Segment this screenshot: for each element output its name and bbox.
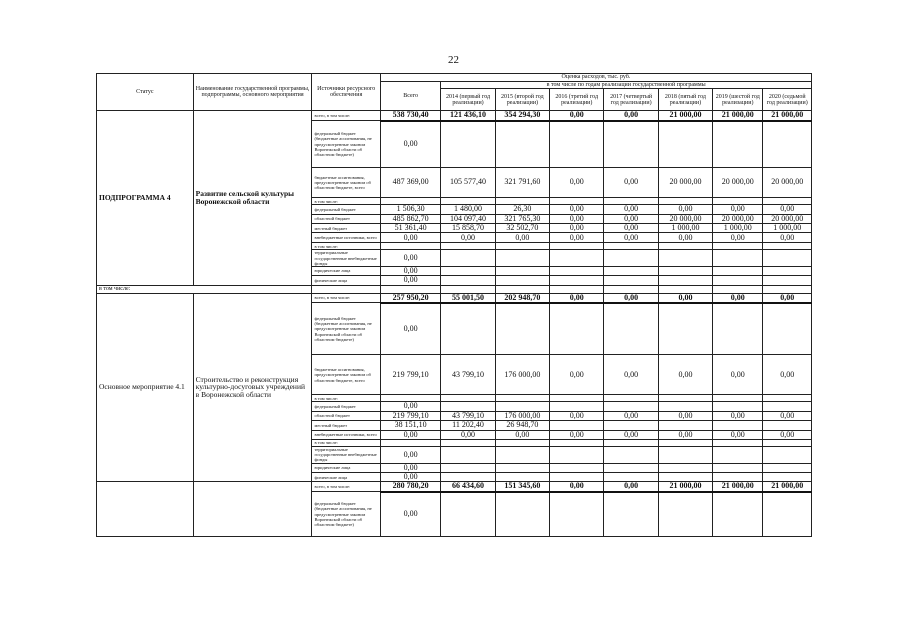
section3-name	[193, 482, 312, 537]
value-cell: 0,00	[604, 168, 658, 198]
value-cell	[713, 463, 763, 472]
value-cell: 0,00	[763, 355, 812, 395]
value-cell: 0,00	[604, 355, 658, 395]
value-cell	[604, 198, 658, 205]
value-cell	[550, 121, 604, 168]
value-cell: 21 000,00	[658, 111, 712, 121]
value-cell: 20 000,00	[763, 168, 812, 198]
budget-table	[96, 73, 812, 537]
value-cell: 487 369,00	[380, 168, 440, 198]
value-cell: 0,00	[604, 223, 658, 232]
value-cell: 0,00	[550, 411, 604, 420]
value-cell: 0,00	[550, 223, 604, 232]
value-cell	[658, 395, 712, 402]
value-cell: 0,00	[441, 430, 495, 439]
value-cell	[550, 447, 604, 464]
value-cell	[495, 198, 549, 205]
source-cell: юридические лица	[312, 463, 380, 472]
value-cell	[495, 463, 549, 472]
source-cell: территориальные государственные внебюджетные фонды	[312, 250, 380, 267]
section3-status	[97, 482, 194, 537]
value-cell: 0,00	[550, 293, 604, 303]
value-cell	[604, 402, 658, 411]
value-cell: 21 000,00	[713, 482, 763, 492]
value-cell	[550, 243, 604, 250]
source-cell: физические лица	[312, 276, 380, 285]
value-cell	[380, 243, 440, 250]
source-cell: внебюджетные источники, всего	[312, 233, 380, 243]
value-cell: 0,00	[550, 430, 604, 439]
source-cell: федеральный бюджет (бюджетные ассигнования, не предусмотренные законом Воронежской области об областном бюджете)	[312, 492, 380, 537]
value-cell: 0,00	[763, 411, 812, 420]
value-cell: 1 000,00	[763, 223, 812, 232]
value-cell	[495, 243, 549, 250]
value-cell: 0,00	[380, 463, 440, 472]
value-cell: 485 862,70	[380, 214, 440, 223]
value-cell: 0,00	[380, 447, 440, 464]
section1-status: ПОДПРОГРАММА 4	[97, 111, 194, 285]
value-cell: 219 799,10	[380, 411, 440, 420]
header-total: Всего	[380, 82, 440, 111]
value-cell	[550, 395, 604, 402]
value-cell	[763, 492, 812, 537]
source-cell: федеральный бюджет	[312, 205, 380, 214]
header-year: 2017 (четвертый год реализации)	[604, 89, 658, 111]
value-cell: 0,00	[550, 205, 604, 214]
value-cell: 0,00	[550, 482, 604, 492]
value-cell	[713, 440, 763, 447]
value-cell: 0,00	[658, 205, 712, 214]
value-cell: 20 000,00	[763, 214, 812, 223]
value-cell: 21 000,00	[713, 111, 763, 121]
value-cell	[495, 447, 549, 464]
value-cell	[495, 121, 549, 168]
value-cell: 202 948,70	[495, 293, 549, 303]
value-cell	[658, 447, 712, 464]
value-cell: 20 000,00	[713, 168, 763, 198]
value-cell	[713, 421, 763, 430]
value-cell	[441, 472, 495, 481]
value-cell: 20 000,00	[713, 214, 763, 223]
value-cell: 0,00	[604, 411, 658, 420]
value-cell	[550, 303, 604, 355]
value-cell: 0,00	[550, 111, 604, 121]
value-cell	[658, 463, 712, 472]
value-cell	[441, 395, 495, 402]
table-row	[97, 111, 812, 121]
value-cell: 0,00	[658, 293, 712, 303]
value-cell: 0,00	[658, 233, 712, 243]
value-cell	[441, 276, 495, 285]
source-cell: областной бюджет	[312, 411, 380, 420]
value-cell	[441, 447, 495, 464]
source-cell: в том числе:	[312, 395, 380, 402]
value-cell	[604, 276, 658, 285]
source-cell: местный бюджет	[312, 421, 380, 430]
value-cell: 0,00	[380, 250, 440, 267]
value-cell	[380, 440, 440, 447]
value-cell: 0,00	[380, 430, 440, 439]
value-cell	[495, 303, 549, 355]
source-cell: федеральный бюджет	[312, 402, 380, 411]
value-cell: 105 577,40	[441, 168, 495, 198]
value-cell	[604, 243, 658, 250]
value-cell	[604, 463, 658, 472]
source-cell: федеральный бюджет (бюджетные ассигнования, не предусмотренные законом Воронежской области об областном бюджете)	[312, 121, 380, 168]
empty-cell	[658, 285, 712, 293]
value-cell: 0,00	[495, 430, 549, 439]
value-cell	[763, 276, 812, 285]
header-name: Наименование государственной программы, подпрограммы, основного мероприятия	[193, 74, 312, 111]
header-year: 2019 (шестой год реализации)	[713, 89, 763, 111]
value-cell: 0,00	[713, 430, 763, 439]
value-cell	[604, 395, 658, 402]
value-cell	[763, 395, 812, 402]
value-cell	[441, 463, 495, 472]
empty-cell	[550, 285, 604, 293]
source-cell: всего, в том числе:	[312, 111, 380, 121]
value-cell: 0,00	[604, 430, 658, 439]
value-cell: 0,00	[713, 205, 763, 214]
empty-cell	[763, 285, 812, 293]
value-cell	[713, 266, 763, 275]
source-cell: бюджетные ассигнования, предусмотренные законом об областном бюджете, всего	[312, 168, 380, 198]
value-cell: 0,00	[713, 355, 763, 395]
source-cell: всего, в том числе:	[312, 293, 380, 303]
value-cell: 0,00	[380, 121, 440, 168]
value-cell: 0,00	[658, 411, 712, 420]
section2-name: Строительство и реконструкция культурно-досуговых учреждений в Воронежской области	[193, 293, 312, 482]
value-cell: 0,00	[380, 266, 440, 275]
value-cell	[763, 447, 812, 464]
value-cell: 0,00	[604, 233, 658, 243]
value-cell	[713, 303, 763, 355]
value-cell	[763, 472, 812, 481]
header-year: 2020 (седьмой год реализации)	[763, 89, 812, 111]
value-cell: 20 000,00	[658, 214, 712, 223]
value-cell	[604, 440, 658, 447]
value-cell	[550, 198, 604, 205]
value-cell	[713, 198, 763, 205]
value-cell: 21 000,00	[763, 482, 812, 492]
value-cell	[380, 395, 440, 402]
value-cell: 0,00	[550, 355, 604, 395]
value-cell: 38 151,10	[380, 421, 440, 430]
value-cell: 0,00	[380, 492, 440, 537]
page-number: 22	[448, 54, 459, 66]
value-cell	[713, 276, 763, 285]
value-cell	[713, 492, 763, 537]
value-cell: 104 097,40	[441, 214, 495, 223]
header-estimate: Оценка расходов, тыс. руб.	[380, 74, 811, 82]
value-cell	[604, 303, 658, 355]
value-cell	[495, 492, 549, 537]
value-cell	[495, 472, 549, 481]
header-year: 2018 (пятый год реализации)	[658, 89, 712, 111]
value-cell: 0,00	[380, 233, 440, 243]
section1-name: Развитие сельской культуры Воронежской области	[193, 111, 312, 285]
value-cell	[658, 243, 712, 250]
value-cell: 176 000,00	[495, 355, 549, 395]
header-by-years: в том числе по годам реализации государственной программы	[441, 82, 812, 89]
value-cell: 0,00	[658, 355, 712, 395]
empty-cell	[713, 285, 763, 293]
value-cell	[495, 440, 549, 447]
value-cell	[763, 243, 812, 250]
value-cell	[713, 121, 763, 168]
value-cell: 1 000,00	[658, 223, 712, 232]
source-cell: внебюджетные источники, всего	[312, 430, 380, 439]
source-cell: территориальные государственные внебюджетные фонды	[312, 447, 380, 464]
value-cell: 1 000,00	[713, 223, 763, 232]
value-cell	[713, 395, 763, 402]
value-cell: 0,00	[763, 430, 812, 439]
value-cell	[604, 472, 658, 481]
value-cell: 354 294,30	[495, 111, 549, 121]
value-cell: 257 950,20	[380, 293, 440, 303]
value-cell: 1 480,00	[441, 205, 495, 214]
value-cell	[441, 440, 495, 447]
table-row	[97, 293, 812, 303]
section2-status: Основное мероприятие 4.1	[97, 293, 194, 482]
empty-cell	[380, 285, 440, 293]
value-cell: 21 000,00	[763, 111, 812, 121]
source-cell: в том числе:	[312, 440, 380, 447]
value-cell: 0,00	[441, 233, 495, 243]
value-cell	[763, 198, 812, 205]
header-year: 2014 (первый год реализации)	[441, 89, 495, 111]
value-cell: 121 436,10	[441, 111, 495, 121]
value-cell: 21 000,00	[658, 482, 712, 492]
value-cell	[713, 447, 763, 464]
value-cell	[763, 250, 812, 267]
value-cell: 0,00	[713, 233, 763, 243]
value-cell	[658, 266, 712, 275]
value-cell: 0,00	[550, 214, 604, 223]
value-cell	[550, 402, 604, 411]
value-cell: 0,00	[380, 402, 440, 411]
header-source: Источники ресурсного обеспечения	[312, 74, 380, 111]
value-cell: 43 799,10	[441, 355, 495, 395]
value-cell	[658, 440, 712, 447]
value-cell	[604, 250, 658, 267]
value-cell: 26 948,70	[495, 421, 549, 430]
value-cell: 0,00	[713, 411, 763, 420]
value-cell	[441, 243, 495, 250]
header-status: Статус	[97, 74, 194, 111]
value-cell: 0,00	[550, 233, 604, 243]
value-cell	[441, 198, 495, 205]
source-cell: всего, в том числе:	[312, 482, 380, 492]
value-cell	[658, 250, 712, 267]
empty-cell	[312, 285, 380, 293]
value-cell	[658, 492, 712, 537]
value-cell	[550, 472, 604, 481]
source-cell: в том числе:	[312, 198, 380, 205]
value-cell: 0,00	[763, 205, 812, 214]
value-cell	[763, 440, 812, 447]
value-cell: 11 202,40	[441, 421, 495, 430]
value-cell	[604, 492, 658, 537]
empty-cell	[604, 285, 658, 293]
value-cell: 0,00	[380, 276, 440, 285]
value-cell: 219 799,10	[380, 355, 440, 395]
value-cell	[495, 276, 549, 285]
value-cell: 0,00	[604, 293, 658, 303]
empty-cell	[441, 285, 495, 293]
value-cell: 0,00	[604, 205, 658, 214]
value-cell	[550, 250, 604, 267]
value-cell: 15 858,70	[441, 223, 495, 232]
value-cell	[550, 440, 604, 447]
value-cell: 0,00	[713, 293, 763, 303]
value-cell: 0,00	[550, 168, 604, 198]
source-cell: областной бюджет	[312, 214, 380, 223]
value-cell	[550, 463, 604, 472]
value-cell	[658, 472, 712, 481]
value-cell	[550, 421, 604, 430]
table-row	[97, 285, 812, 293]
value-cell: 51 361,40	[380, 223, 440, 232]
value-cell	[604, 447, 658, 464]
value-cell: 55 001,50	[441, 293, 495, 303]
value-cell	[713, 402, 763, 411]
header-year: 2015 (второй год реализации)	[495, 89, 549, 111]
source-cell: бюджетные ассигнования, предусмотренные законом об областном бюджете, всего	[312, 355, 380, 395]
value-cell	[441, 303, 495, 355]
value-cell	[604, 421, 658, 430]
value-cell: 0,00	[495, 233, 549, 243]
value-cell	[713, 243, 763, 250]
value-cell	[713, 472, 763, 481]
value-cell: 0,00	[763, 233, 812, 243]
value-cell	[658, 198, 712, 205]
value-cell	[658, 303, 712, 355]
value-cell: 151 345,60	[495, 482, 549, 492]
value-cell: 20 000,00	[658, 168, 712, 198]
value-cell	[441, 266, 495, 275]
value-cell: 0,00	[604, 482, 658, 492]
value-cell: 176 000,00	[495, 411, 549, 420]
value-cell	[441, 250, 495, 267]
value-cell	[658, 276, 712, 285]
value-cell: 1 506,30	[380, 205, 440, 214]
value-cell	[380, 198, 440, 205]
value-cell	[763, 463, 812, 472]
value-cell	[495, 402, 549, 411]
value-cell: 321 791,60	[495, 168, 549, 198]
source-cell: местный бюджет	[312, 223, 380, 232]
value-cell	[495, 266, 549, 275]
value-cell	[713, 250, 763, 267]
value-cell	[495, 395, 549, 402]
value-cell	[441, 121, 495, 168]
value-cell: 538 730,40	[380, 111, 440, 121]
value-cell: 280 780,20	[380, 482, 440, 492]
value-cell: 66 434,60	[441, 482, 495, 492]
source-cell: в том числе:	[312, 243, 380, 250]
value-cell	[550, 492, 604, 537]
value-cell	[550, 276, 604, 285]
source-cell: федеральный бюджет (бюджетные ассигнования, не предусмотренные законом Воронежской области об областном бюджете)	[312, 303, 380, 355]
value-cell: 32 502,70	[495, 223, 549, 232]
value-cell	[763, 421, 812, 430]
value-cell: 0,00	[604, 111, 658, 121]
value-cell	[441, 402, 495, 411]
value-cell: 26,30	[495, 205, 549, 214]
value-cell	[763, 121, 812, 168]
header-year: 2016 (третий год реализации)	[550, 89, 604, 111]
value-cell: 321 765,30	[495, 214, 549, 223]
value-cell: 0,00	[763, 293, 812, 303]
source-cell: физические лица	[312, 472, 380, 481]
value-cell: 0,00	[604, 214, 658, 223]
value-cell	[550, 266, 604, 275]
value-cell: 0,00	[658, 430, 712, 439]
value-cell	[604, 121, 658, 168]
source-cell: юридические лица	[312, 266, 380, 275]
value-cell	[658, 121, 712, 168]
value-cell	[763, 402, 812, 411]
value-cell: 0,00	[380, 472, 440, 481]
value-cell	[763, 266, 812, 275]
value-cell: 0,00	[380, 303, 440, 355]
value-cell	[604, 266, 658, 275]
value-cell	[495, 250, 549, 267]
value-cell	[441, 492, 495, 537]
table-row	[97, 482, 812, 492]
value-cell	[658, 421, 712, 430]
value-cell	[658, 402, 712, 411]
empty-cell	[495, 285, 549, 293]
value-cell: 43 799,10	[441, 411, 495, 420]
value-cell	[763, 303, 812, 355]
in-that-number-label: в том числе:	[97, 285, 312, 293]
